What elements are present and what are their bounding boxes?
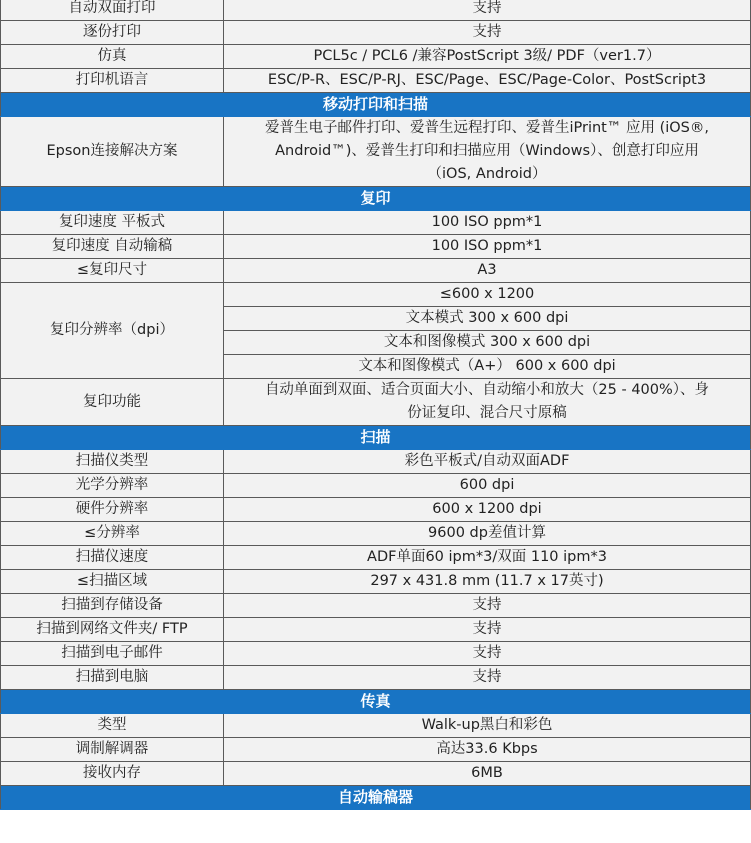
table-row bbox=[1, 498, 751, 522]
row-value: 支持 bbox=[224, 642, 751, 666]
table-row bbox=[1, 762, 751, 786]
row-value: 支持 bbox=[224, 0, 751, 21]
row-value: 100 ISO ppm*1 bbox=[224, 235, 751, 259]
row-value: 支持 bbox=[224, 21, 751, 45]
row-value: 文本模式 300 x 600 dpi bbox=[224, 307, 751, 331]
row-label: 仿真 bbox=[1, 45, 224, 69]
row-label: 复印功能 bbox=[1, 379, 224, 426]
row-value: 600 x 1200 dpi bbox=[224, 498, 751, 522]
table-row bbox=[1, 570, 751, 594]
row-label: 复印速度 平板式 bbox=[1, 211, 224, 235]
table-row bbox=[1, 69, 751, 93]
value-line: 份证复印、混合尺寸原稿 bbox=[407, 405, 567, 421]
row-label: 扫描到网络文件夹/ FTP bbox=[1, 618, 224, 642]
value-line: （iOS, Android） bbox=[427, 166, 547, 182]
row-value: 高达33.6 Kbps bbox=[224, 738, 751, 762]
row-label: 复印速度 自动输稿 bbox=[1, 235, 224, 259]
table-row bbox=[1, 738, 751, 762]
row-value: 彩色平板式/自动双面ADF bbox=[224, 450, 751, 474]
table-row bbox=[1, 211, 751, 235]
section-header-row bbox=[1, 786, 751, 810]
section-header-mobile: 移动打印和扫描 bbox=[1, 93, 751, 117]
table-row bbox=[1, 642, 751, 666]
row-value bbox=[224, 379, 751, 426]
row-value: Walk-up黑白和彩色 bbox=[224, 714, 751, 738]
row-value: 文本和图像模式 300 x 600 dpi bbox=[224, 331, 751, 355]
table-row bbox=[1, 546, 751, 570]
row-value: PCL5c / PCL6 /兼容PostScript 3级/ PDF（ver1.7） bbox=[224, 45, 751, 69]
section-header-row bbox=[1, 426, 751, 450]
row-value: ESC/P-R、ESC/P-RJ、ESC/Page、ESC/Page-Color、PostScript3 bbox=[224, 69, 751, 93]
row-label: 扫描仪类型 bbox=[1, 450, 224, 474]
row-label: 光学分辨率 bbox=[1, 474, 224, 498]
table-row bbox=[1, 522, 751, 546]
row-label: 调制解调器 bbox=[1, 738, 224, 762]
row-value: 6MB bbox=[224, 762, 751, 786]
value-line: 爱普生电子邮件打印、爱普生远程打印、爱普生iPrint™ 应用 (iOS®, bbox=[264, 120, 709, 136]
row-value: ADF单面60 ipm*3/双面 110 ipm*3 bbox=[224, 546, 751, 570]
row-label: 硬件分辨率 bbox=[1, 498, 224, 522]
section-header-row bbox=[1, 690, 751, 714]
value-line: 自动单面到双面、适合页面大小、自动缩小和放大（25 - 400%）、身 bbox=[264, 382, 710, 398]
section-header-adf: 自动输稿器 bbox=[1, 786, 751, 810]
table-row bbox=[1, 594, 751, 618]
row-label: ≤复印尺寸 bbox=[1, 259, 224, 283]
table-row bbox=[1, 666, 751, 690]
row-value: A3 bbox=[224, 259, 751, 283]
row-value: 600 dpi bbox=[224, 474, 751, 498]
row-value: 9600 dp差值计算 bbox=[224, 522, 751, 546]
row-label: 扫描到存储设备 bbox=[1, 594, 224, 618]
row-label: 扫描到电脑 bbox=[1, 666, 224, 690]
table-row bbox=[1, 45, 751, 69]
row-label: 扫描到电子邮件 bbox=[1, 642, 224, 666]
row-label: ≤分辨率 bbox=[1, 522, 224, 546]
row-value: 支持 bbox=[224, 618, 751, 642]
row-label: 自动双面打印 bbox=[1, 0, 224, 21]
row-value: 支持 bbox=[224, 666, 751, 690]
row-value: 100 ISO ppm*1 bbox=[224, 211, 751, 235]
row-value: 文本和图像模式（A+） 600 x 600 dpi bbox=[224, 355, 751, 379]
row-label: 打印机语言 bbox=[1, 69, 224, 93]
row-label: 类型 bbox=[1, 714, 224, 738]
table-row bbox=[1, 0, 751, 21]
section-header-row bbox=[1, 187, 751, 211]
row-label: 复印分辨率（dpi） bbox=[1, 283, 224, 379]
section-header-copy: 复印 bbox=[1, 187, 751, 211]
value-line: Android™)、爱普生打印和扫描应用（Windows）、创意打印应用 bbox=[275, 143, 699, 159]
table-row bbox=[1, 450, 751, 474]
section-header-scan: 扫描 bbox=[1, 426, 751, 450]
table-row bbox=[1, 379, 751, 426]
table-row bbox=[1, 117, 751, 187]
row-value: 支持 bbox=[224, 594, 751, 618]
row-value: 297 x 431.8 mm (11.7 x 17英寸) bbox=[224, 570, 751, 594]
table-row bbox=[1, 618, 751, 642]
row-label: 扫描仪速度 bbox=[1, 546, 224, 570]
row-label: Epson连接解决方案 bbox=[1, 117, 224, 187]
row-label: 逐份打印 bbox=[1, 21, 224, 45]
table-row bbox=[1, 283, 751, 307]
section-header-row bbox=[1, 93, 751, 117]
table-row bbox=[1, 714, 751, 738]
table-row bbox=[1, 235, 751, 259]
row-label: ≤扫描区域 bbox=[1, 570, 224, 594]
table-row bbox=[1, 474, 751, 498]
table-row bbox=[1, 259, 751, 283]
row-value: ≤600 x 1200 bbox=[224, 283, 751, 307]
row-label: 接收内存 bbox=[1, 762, 224, 786]
row-value bbox=[224, 117, 751, 187]
table-row bbox=[1, 21, 751, 45]
section-header-fax: 传真 bbox=[1, 690, 751, 714]
